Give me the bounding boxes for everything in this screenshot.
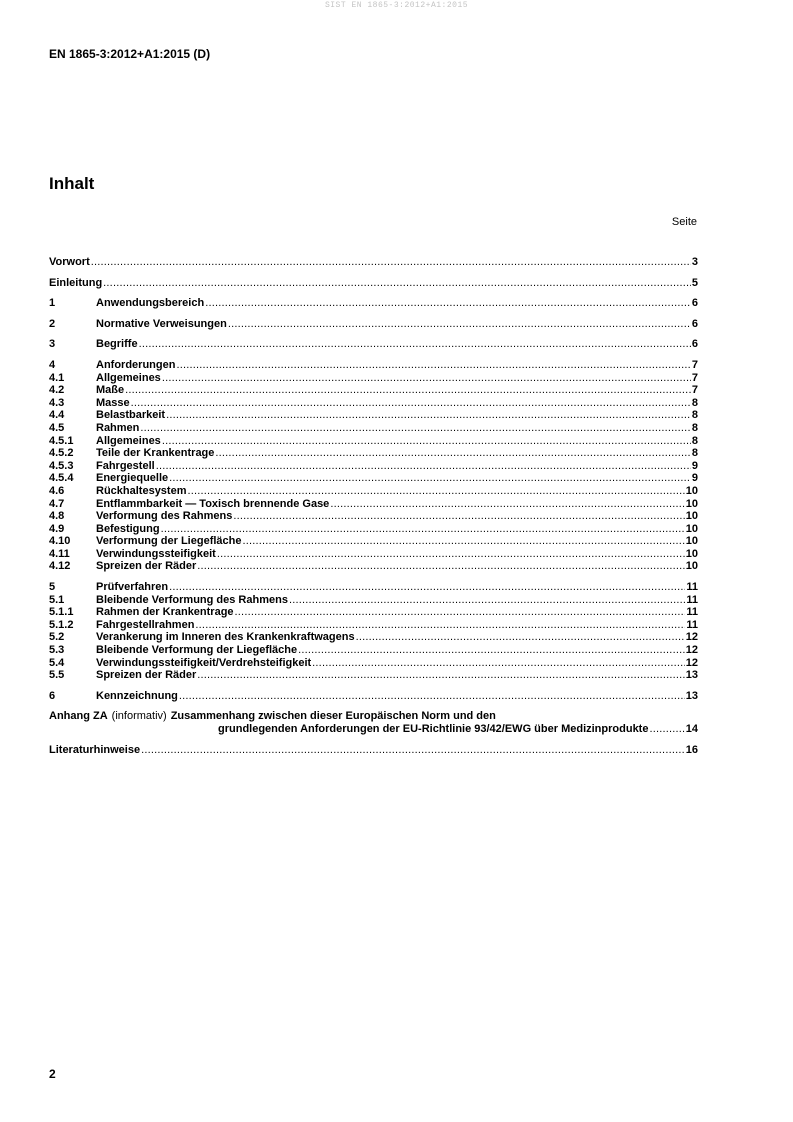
dot-leader — [91, 256, 691, 269]
toc-entry-number: 3 — [49, 338, 56, 351]
toc-entry[interactable] — [49, 435, 698, 448]
toc-entry[interactable] — [49, 297, 698, 310]
dot-leader — [139, 338, 691, 351]
toc-entry-number: 4.1 — [49, 371, 65, 384]
bibliography-page: 16 — [685, 744, 698, 757]
toc-entry[interactable] — [49, 548, 698, 561]
toc-entry[interactable] — [49, 384, 698, 397]
dot-leader — [205, 297, 691, 310]
toc-entry-page: 12 — [685, 644, 698, 657]
toc-entry[interactable] — [49, 397, 698, 410]
toc-entry[interactable] — [49, 619, 698, 632]
dot-leader — [161, 523, 685, 536]
dot-leader — [330, 498, 684, 511]
toc-entry-number: 5.2 — [49, 631, 65, 644]
toc-entry[interactable] — [49, 523, 698, 536]
toc-entry[interactable] — [49, 581, 698, 594]
toc-entry-label: Rückhaltesystem — [96, 484, 187, 497]
dot-leader — [298, 644, 685, 657]
toc-entry[interactable] — [49, 690, 698, 703]
toc-entry[interactable] — [49, 560, 698, 573]
toc-entry[interactable] — [49, 657, 698, 670]
toc-entry-label: Maße — [96, 384, 125, 397]
toc-annex[interactable] — [49, 710, 698, 723]
toc-entry-page: 9 — [691, 472, 698, 485]
toc-entry-page: 8 — [691, 447, 698, 460]
dot-leader — [217, 548, 685, 561]
dot-leader — [356, 631, 685, 644]
toc-entry-page: 9 — [691, 459, 698, 472]
toc-entry-label: Verformung des Rahmens — [96, 510, 233, 523]
toc-entry-page: 5 — [691, 276, 698, 289]
toc-entry-number: 4.7 — [49, 497, 65, 510]
toc-entry[interactable] — [49, 485, 698, 498]
toc-entry-number: 4.3 — [49, 396, 65, 409]
toc-entry[interactable] — [49, 338, 698, 351]
toc-entry[interactable] — [49, 447, 698, 460]
toc-entry-label: Verformung der Liegefläche — [96, 535, 242, 548]
toc-entry-label: Spreizen der Räder — [96, 560, 197, 573]
dot-leader — [166, 409, 691, 422]
dot-leader — [289, 594, 685, 607]
dot-leader — [228, 318, 691, 331]
toc-entry-page: 13 — [685, 669, 698, 682]
toc-entry-label: Verwindungssteifigkeit — [96, 547, 216, 560]
toc-entry-page: 10 — [685, 522, 698, 535]
toc-entry[interactable] — [49, 359, 698, 372]
toc-entry-page: 8 — [691, 434, 698, 447]
toc-entry-label: Bleibende Verformung der Liegefläche — [96, 644, 298, 657]
toc-entry[interactable] — [49, 631, 698, 644]
toc-entry[interactable] — [49, 535, 698, 548]
toc-entry-label: Rahmen — [96, 421, 140, 434]
toc-entry-number: 6 — [49, 689, 56, 702]
annex-label: Anhang ZA — [49, 710, 108, 723]
toc-entry-page: 13 — [685, 689, 698, 702]
toc-entry-label: Masse — [96, 396, 130, 409]
toc-entry-label: Entflammbarkeit — Toxisch brennende Gase — [96, 497, 330, 510]
toc-bibliography[interactable] — [49, 744, 698, 757]
toc-entry-page: 11 — [686, 593, 698, 606]
toc-entry-page: 11 — [686, 606, 698, 619]
page-number: 2 — [49, 1067, 56, 1081]
toc-entry-number: 4.11 — [49, 547, 70, 560]
toc-entry-number: 5.5 — [49, 669, 65, 682]
dot-leader — [162, 372, 691, 385]
toc-entry-number: 5 — [49, 581, 56, 594]
toc-entry-number: 5.3 — [49, 644, 65, 657]
toc-entry[interactable] — [49, 409, 698, 422]
toc-entry-number: 4.4 — [49, 409, 65, 422]
dot-leader — [188, 485, 685, 498]
dot-leader — [197, 560, 684, 573]
toc-entry-label: Allgemeines — [96, 371, 161, 384]
bibliography-label: Literaturhinweise — [49, 744, 141, 757]
dot-leader — [156, 460, 691, 473]
toc-entry-label: Vorwort — [49, 256, 90, 268]
document-header: EN 1865-3:2012+A1:2015 (D) — [49, 47, 211, 61]
toc-entry-page: 7 — [691, 371, 698, 384]
toc-entry-page: 12 — [685, 631, 698, 644]
toc-entry-label: Spreizen der Räder — [96, 669, 197, 682]
toc-entry-number: 2 — [49, 317, 56, 330]
toc-entry-page: 10 — [685, 510, 698, 523]
toc-entry-page: 7 — [691, 384, 698, 397]
toc-entry-number: 1 — [49, 297, 56, 310]
toc-entry-number: 5.1.1 — [49, 606, 74, 619]
page-title: Inhalt — [49, 174, 95, 193]
toc-entry-number: 5.1 — [49, 593, 65, 606]
toc-entry-page: 10 — [685, 560, 698, 573]
toc-entry-label: Befestigung — [96, 522, 160, 535]
toc-entry-page: 6 — [691, 317, 698, 330]
toc-entry[interactable] — [49, 606, 698, 619]
toc-entry-page: 10 — [685, 497, 698, 510]
dot-leader — [235, 606, 686, 619]
toc-entry-label: Bleibende Verformung des Rahmens — [96, 593, 288, 606]
toc-entry[interactable] — [49, 644, 698, 657]
annex-type: (informativ) — [111, 710, 167, 723]
dot-leader — [179, 690, 685, 703]
toc-entry-number: 4.12 — [49, 560, 71, 573]
page-column-label: Seite — [671, 216, 697, 228]
toc-entry-page: 11 — [686, 581, 698, 594]
toc-entry[interactable] — [49, 460, 698, 473]
toc-entry-label: Verankerung im Inneren des Krankenkraftwagens — [96, 631, 355, 644]
toc-entry-page: 8 — [691, 421, 698, 434]
toc-entry-page: 6 — [691, 338, 698, 351]
toc-entry-label: Anforderungen — [96, 358, 176, 371]
dot-leader — [649, 723, 684, 736]
annex-page: 14 — [685, 723, 698, 736]
toc-entry-number: 5.4 — [49, 656, 65, 669]
toc-entry-page: 12 — [685, 656, 698, 669]
toc-entry-number: 4.10 — [49, 535, 71, 548]
annex-title-line2: grundlegenden Anforderungen der EU-Richtlinie 93/42/EWG über Medizinprodukte — [218, 723, 649, 736]
toc-entry[interactable] — [49, 422, 698, 435]
toc-entry-number: 4.2 — [49, 384, 65, 397]
dot-leader — [195, 619, 685, 632]
toc-entry-page: 10 — [685, 484, 698, 497]
toc-entry-number: 4 — [49, 358, 56, 371]
table-of-contents — [49, 256, 698, 757]
toc-entry[interactable] — [49, 498, 698, 511]
toc-entry-label: Belastbarkeit — [96, 409, 166, 422]
toc-entry-label: Kennzeichnung — [96, 689, 178, 702]
dot-leader — [197, 669, 684, 682]
toc-entry-label: Einleitung — [49, 276, 103, 289]
toc-entry-label: Prüfverfahren — [96, 581, 169, 594]
dot-leader — [242, 535, 684, 548]
dot-leader — [103, 277, 691, 290]
toc-entry-number: 4.5.1 — [49, 434, 74, 447]
toc-entry-number: 4.5 — [49, 421, 65, 434]
toc-entry-number: 4.9 — [49, 522, 65, 535]
toc-entry[interactable] — [49, 256, 698, 269]
toc-entry-label: Fahrgestellrahmen — [96, 618, 195, 631]
dot-leader — [131, 397, 691, 410]
toc-entry[interactable] — [49, 472, 698, 485]
toc-entry[interactable] — [49, 669, 698, 682]
toc-entry-number: 4.8 — [49, 510, 65, 523]
toc-entry-page: 6 — [691, 297, 698, 310]
dot-leader — [176, 359, 690, 372]
toc-entry-page: 11 — [686, 618, 698, 631]
dot-leader — [125, 384, 691, 397]
dot-leader — [233, 510, 684, 523]
toc-entry-page: 8 — [691, 396, 698, 409]
toc-entry-label: Begriffe — [96, 338, 138, 351]
toc-entry-label: Normative Verweisungen — [96, 317, 227, 330]
toc-entry[interactable] — [49, 372, 698, 385]
dot-leader — [215, 447, 690, 460]
toc-entry[interactable] — [49, 277, 698, 290]
toc-entry-number: 4.5.2 — [49, 447, 74, 460]
dot-leader — [169, 581, 685, 594]
annex-title-line1: Zusammenhang zwischen dieser Europäischen Norm und den — [170, 710, 496, 723]
dot-leader — [169, 472, 691, 485]
dot-leader — [162, 435, 691, 448]
toc-entry[interactable] — [49, 318, 698, 331]
toc-entry[interactable] — [49, 510, 698, 523]
toc-entry-label: Rahmen der Krankentrage — [96, 606, 234, 619]
toc-entry-number: 4.5.3 — [49, 459, 74, 472]
toc-entry-number: 4.6 — [49, 484, 65, 497]
toc-entry-label: Anwendungsbereich — [96, 297, 205, 310]
toc-entry-page: 10 — [685, 547, 698, 560]
toc-annex-line2[interactable] — [49, 723, 698, 736]
toc-entry-number: 4.5.4 — [49, 472, 74, 485]
dot-leader — [141, 744, 685, 757]
toc-entry[interactable] — [49, 594, 698, 607]
toc-entry-label: Teile der Krankentrage — [96, 447, 215, 460]
toc-entry-page: 7 — [691, 358, 698, 371]
dot-leader — [312, 657, 685, 670]
toc-entry-page: 8 — [691, 409, 698, 422]
toc-entry-label: Verwindungssteifigkeit/Verdrehsteifigkeit — [96, 656, 312, 669]
toc-entry-number: 5.1.2 — [49, 618, 74, 631]
toc-entries — [49, 256, 698, 702]
dot-leader — [140, 422, 690, 435]
toc-entry-page: 10 — [685, 535, 698, 548]
toc-entry-page: 3 — [691, 256, 698, 268]
toc-entry-label: Fahrgestell — [96, 459, 155, 472]
toc-entry-label: Allgemeines — [96, 434, 161, 447]
toc-entry-label: Energiequelle — [96, 472, 169, 485]
watermark: SIST EN 1865-3:2012+A1:2015 — [324, 1, 469, 10]
